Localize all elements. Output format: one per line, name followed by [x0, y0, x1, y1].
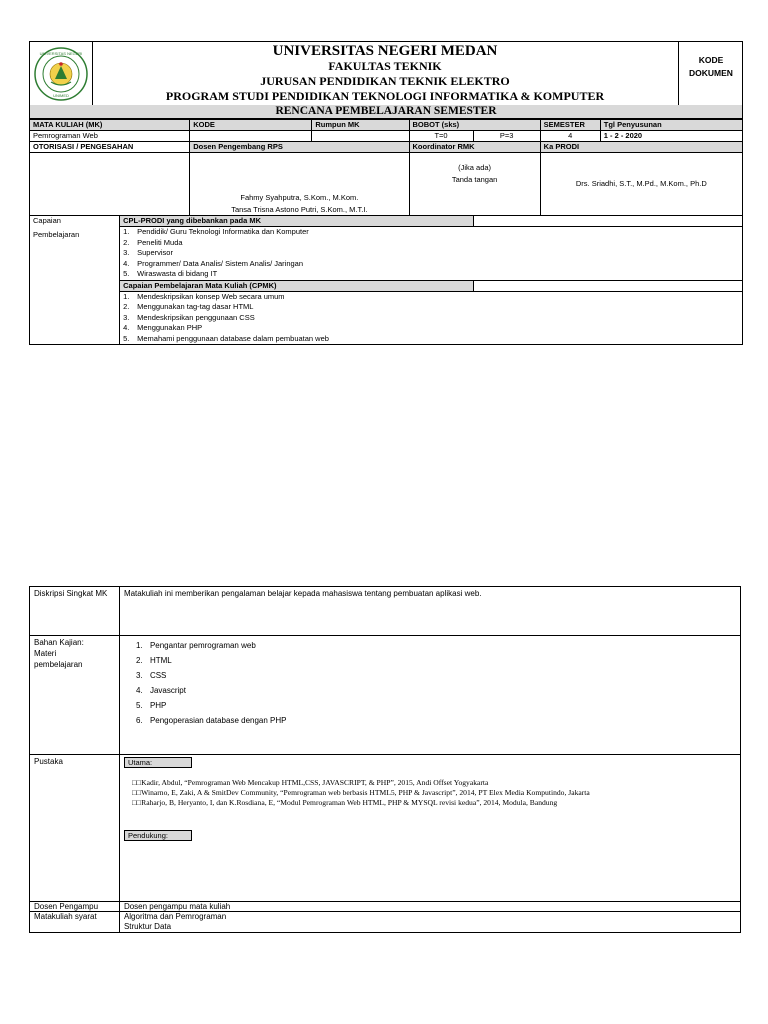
materials-label-cell: [30, 636, 120, 755]
dosen-pengampu-label: Dosen Pengampu: [30, 902, 120, 912]
authorization-sign-row: [30, 153, 743, 216]
cpl-list-row: [30, 227, 743, 281]
dosen-pengembang-cell: [190, 153, 409, 216]
cpl-item-text: Peneliti Muda: [137, 237, 183, 247]
cpmk-item: [123, 313, 739, 324]
description-row: [30, 587, 741, 636]
materials-row: [30, 636, 741, 755]
bobot-teori: T=0: [409, 131, 473, 142]
material-item: [136, 713, 736, 728]
material-item: [136, 683, 736, 698]
authorization-header-row: [30, 142, 743, 153]
dosen-name-1: Fahmy Syahputra, S.Kom., M.Kom.: [240, 193, 359, 202]
cpmk-item: [123, 292, 739, 303]
cpmk-item-text: Mendeskripsikan penggunaan CSS: [137, 312, 255, 322]
cpmk-list: [123, 292, 739, 345]
course-info-table: [29, 119, 743, 345]
label-mata-kuliah: MATA KULIAH (MK): [30, 120, 190, 131]
doc-code-label: KODE: [698, 55, 724, 65]
material-item-number: 1.: [135, 641, 143, 650]
course-code: [190, 131, 312, 142]
label-bobot: BOBOT (sks): [409, 120, 540, 131]
cpmk-list-cell: [120, 291, 743, 345]
cpmk-item-text: Memahami penggunaan database dalam pembuatan web: [137, 333, 329, 343]
dosen-name-2: Tansa Trisna Astono Putri, S.Kom., M.T.I.: [231, 205, 368, 214]
cpmk-title-blank: [473, 280, 742, 291]
capaian-label-1: Capaian: [33, 216, 61, 225]
pendukung-label: Pendukung:: [124, 830, 192, 841]
reference-list: [132, 778, 736, 808]
prerequisite-2: Struktur Data: [123, 922, 172, 931]
cpl-item: [123, 269, 739, 280]
koordinator-cell: [409, 153, 540, 216]
course-header-row: [30, 120, 743, 131]
cpl-title-blank: [473, 216, 742, 227]
material-item-text: Javascript: [149, 686, 186, 695]
university-logo-icon: [33, 46, 89, 102]
material-item: [136, 653, 736, 668]
department-name: JURUSAN PENDIDIKAN TEKNIK ELEKTRO: [260, 74, 510, 88]
cpmk-title: Capaian Pembelajaran Mata Kuliah (CPMK): [120, 280, 473, 291]
reference-item: [132, 788, 736, 798]
cpmk-item-number: 3.: [123, 312, 130, 322]
cpmk-title-row: [30, 280, 743, 291]
cpl-item-number: 2.: [123, 237, 130, 247]
document-title: RENCANA PEMBELAJARAN SEMESTER: [29, 105, 743, 119]
cpmk-item-number: 4.: [123, 323, 130, 332]
cpmk-item: [123, 323, 739, 334]
cpmk-list-row: [30, 291, 743, 345]
material-item-text: HTML: [149, 656, 172, 665]
cpl-item-number: 5.: [123, 269, 130, 278]
cpl-item-number: 4.: [123, 258, 130, 268]
faculty-name: FAKULTAS TEKNIK: [328, 59, 442, 73]
reference-item: [132, 798, 736, 808]
description-text: Matakuliah ini memberikan pengalaman belajar kepada mahasiswa tentang pembuatan aplikasi web.: [119, 587, 740, 636]
cpmk-item-text: Menggunakan tag-tag dasar HTML: [137, 302, 254, 311]
cpmk-item: [123, 302, 739, 313]
materials-list: [124, 638, 736, 728]
date-value: 1 - 2 - 2020: [600, 131, 742, 142]
cpl-item: [123, 248, 739, 259]
course-detail-table: [29, 586, 741, 933]
cpl-item-text: Wiraswasta di bidang IT: [137, 269, 218, 278]
material-item-text: CSS: [149, 671, 167, 680]
capaian-label-cell: [30, 216, 120, 345]
pustaka-label: Pustaka: [30, 755, 120, 902]
prerequisite-row: [30, 912, 741, 933]
cpmk-item-number: 5.: [123, 333, 130, 343]
cpmk-item-number: 1.: [123, 291, 130, 301]
materials-label-1: Bahan Kajian:: [34, 638, 84, 647]
material-item-number: 5.: [135, 701, 143, 710]
material-item-number: 6.: [135, 716, 143, 725]
koordinator-note-2: Tanda tangan: [451, 175, 498, 184]
course-name: Pemrograman Web: [30, 131, 190, 142]
document-header: [29, 41, 743, 107]
prerequisite-label: Matakuliah syarat: [30, 912, 120, 933]
course-value-row: [30, 131, 743, 142]
otorisasi-blank: [30, 153, 190, 216]
cpmk-item-text: Menggunakan PHP: [137, 323, 203, 332]
kaprodi-name: Drs. Sriadhi, S.T., M.Pd., M.Kom., Ph.D: [540, 153, 742, 216]
cpl-item-number: 3.: [123, 248, 130, 257]
material-item: [136, 638, 736, 653]
prerequisite-values: [119, 912, 740, 933]
materials-label-2: Materi: [34, 649, 57, 658]
label-dosen-pengembang: Dosen Pengembang RPS: [190, 142, 409, 153]
program-name: PROGRAM STUDI PENDIDIKAN TEKNOLOGI INFORMATIKA & KOMPUTER: [165, 89, 605, 103]
material-item: [136, 698, 736, 713]
reference-text: Winarno, E, Zaki, A & SmitDev Community, “Pemrograman web berbasis HTML5, PHP & Javascript”, 2014, PT Elex Media Komputindo, Jakarta: [141, 788, 590, 797]
bobot-praktik: P=3: [473, 131, 540, 142]
dosen-pengampu-value: Dosen pengampu mata kuliah: [119, 902, 740, 912]
doc-code-cell: [678, 42, 743, 106]
material-item: [136, 668, 736, 683]
logo-cell: [30, 42, 93, 106]
pustaka-row: [30, 755, 741, 902]
reference-text: Kadir, Abdul, “Pemrograman Web Mencakup HTML,CSS, JAVASCRIPT, & PHP”, 2015, Andi Offset Yogyakarta: [141, 778, 489, 787]
koordinator-note-1: (Jika ada): [458, 163, 492, 172]
label-otorisasi: OTORISASI / PENGESAHAN: [30, 142, 190, 153]
materials-list-cell: [119, 636, 740, 755]
semester-value: 4: [540, 131, 600, 142]
description-label: Diskripsi Singkat MK: [30, 587, 120, 636]
cpl-title: CPL-PRODI yang dibebankan pada MK: [120, 216, 473, 227]
cpl-item-text: Pendidik/ Guru Teknologi Informatika dan Komputer: [137, 227, 309, 236]
university-name: UNIVERSITAS NEGERI MEDAN: [272, 43, 498, 59]
dosen-pengampu-row: [30, 902, 741, 912]
material-item-number: 2.: [135, 656, 143, 665]
materials-label-3: pembelajaran: [34, 660, 83, 669]
reference-bullet: □□: [131, 788, 142, 797]
doc-code-label-2: DOKUMEN: [689, 68, 733, 78]
course-rumpun: [312, 131, 409, 142]
label-rumpun: Rumpun MK: [312, 120, 409, 131]
cpl-title-row: [30, 216, 743, 227]
material-item-number: 4.: [135, 686, 143, 695]
cpmk-item: [123, 334, 739, 345]
cpl-item: [123, 238, 739, 249]
label-tgl-penyusunan: Tgl Penyusunan: [600, 120, 742, 131]
label-semester: SEMESTER: [540, 120, 600, 131]
material-item-text: PHP: [149, 701, 167, 710]
cpmk-item-number: 2.: [123, 302, 130, 311]
prerequisite-1: Algoritma dan Pemrograman: [123, 912, 227, 921]
cpl-item: [123, 259, 739, 270]
pustaka-cell: [119, 755, 740, 902]
reference-text: Raharjo, B, Heryanto, I, dan K.Rosdiana, E, “Modul Pemrograman Web HTML, PHP & MYSQL revisi kedua”, 2014, Modula, Bandung: [141, 798, 558, 807]
material-item-text: Pengoperasian database dengan PHP: [149, 716, 287, 725]
capaian-label-2: Pembelajaran: [33, 230, 80, 239]
reference-bullet: □□: [131, 778, 142, 787]
cpl-item-text: Supervisor: [137, 248, 173, 257]
svg-text:UNIMED: UNIMED: [53, 93, 69, 98]
label-koordinator: Koordinator RMK: [409, 142, 540, 153]
cpl-list-cell: [120, 227, 743, 281]
material-item-text: Pengantar pemrograman web: [149, 641, 256, 650]
reference-item: [132, 778, 736, 788]
cpl-item: [123, 227, 739, 238]
reference-bullet: □□: [131, 798, 142, 807]
utama-label: Utama:: [124, 757, 192, 768]
cpl-list: [123, 227, 739, 280]
label-kaprodi: Ka PRODI: [540, 142, 742, 153]
svg-text:UNIVERSITAS NEGERI: UNIVERSITAS NEGERI: [39, 51, 83, 56]
cpmk-item-text: Mendeskripsikan konsep Web secara umum: [137, 291, 285, 301]
cpl-item-number: 1.: [123, 227, 130, 236]
cpl-item-text: Programmer/ Data Analis/ Sistem Analis/ Jaringan: [137, 258, 304, 268]
label-kode: KODE: [190, 120, 312, 131]
material-item-number: 3.: [135, 671, 143, 680]
